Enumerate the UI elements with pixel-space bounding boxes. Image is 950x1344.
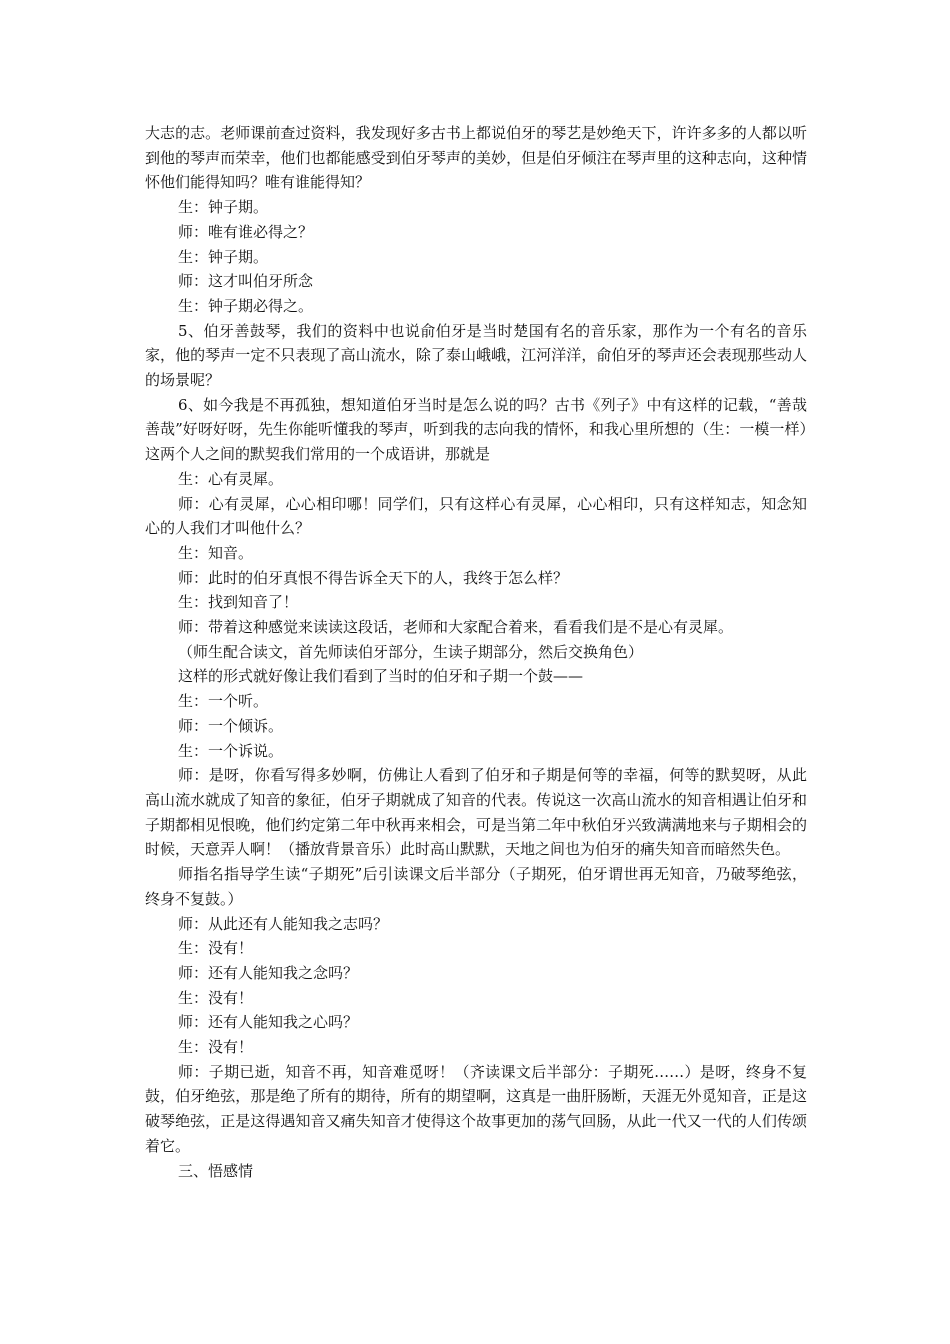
- dialogue-line: 师：带着这种感觉来读读这段话，老师和大家配合着来，看看我们是不是心有灵犀。: [178, 618, 734, 637]
- stage-direction: （师生配合读文，首先师读伯牙部分，生读子期部分，然后交换角色）: [178, 642, 644, 661]
- dialogue-line: 生：知音。: [178, 543, 254, 562]
- document-page: [145, 121, 807, 1183]
- dialogue-line: 师：一个倾诉。: [178, 716, 284, 735]
- dialogue-line: 师：从此还有人能知我之志吗？: [178, 914, 389, 933]
- paragraph: 6、如今我是不再孤独，想知道伯牙当时是怎么说的吗？古书《列子》中有这样的记载，“善哉善哉”好呀好呀，先生你能听懂我的琴声，听到我的志向我的情怀，和我心里所想的（生：一模一样）这两个人之间的默契我们常用的一个成语讲，那就是: [145, 395, 807, 464]
- dialogue-line: 生：没有！: [178, 1038, 254, 1057]
- paragraph: 师：子期已逝，知音不再，知音难觅呀！（齐读课文后半部分：子期死……）是呀，终身不复鼓，伯牙绝弦，那是绝了所有的期待，所有的期望啊，这真是一曲肝肠断，天涯无外觅知音，正是这破琴绝弦，正是这得遇知音又痛失知音才使得这个故事更加的荡气回肠，从此一代又一代的人们传颂着它。: [145, 1062, 807, 1155]
- dialogue-line: 生：心有灵犀。: [178, 469, 284, 488]
- dialogue-line: 师：唯有谁必得之？: [178, 222, 314, 241]
- paragraph: 大志的志。老师课前查过资料，我发现好多古书上都说伯牙的琴艺是妙绝天下，许许多多的人都以听到他的琴声而荣幸，他们也都能感受到伯牙琴声的美妙，但是伯牙倾注在琴声里的这种志向，这种情怀他们能得知吗？唯有谁能得知？: [145, 124, 807, 192]
- dialogue-line: 生：没有！: [178, 939, 254, 958]
- dialogue-line: 生：没有！: [178, 988, 254, 1007]
- dialogue-line: 师：这才叫伯牙所念: [178, 272, 314, 291]
- dialogue-line: 生：找到知音了！: [178, 593, 299, 612]
- dialogue-line: 生：一个诉说。: [178, 741, 284, 760]
- paragraph: 师指名指导学生读“子期死”后引读课文后半部分（子期死，伯牙谓世再无知音，乃破琴绝弦，终身不复鼓。）: [145, 865, 807, 908]
- paragraph: 师：心有灵犀，心心相印哪！同学们，只有这样心有灵犀，心心相印，只有这样知志，知念知心的人我们才叫他什么？: [145, 494, 807, 538]
- section-heading: 三、悟感情: [178, 1161, 254, 1180]
- dialogue-line: 师：此时的伯牙真恨不得告诉全天下的人，我终于怎么样？: [178, 568, 569, 587]
- dialogue-line: 生：钟子期。: [178, 198, 269, 217]
- dialogue-line: 生：一个听。: [178, 692, 269, 711]
- dialogue-line: 师：还有人能知我之心吗？: [178, 1013, 359, 1032]
- paragraph: 这样的形式就好像让我们看到了当时的伯牙和子期一个鼓——: [178, 667, 584, 686]
- dialogue-line: 师：还有人能知我之念吗？: [178, 963, 359, 982]
- dialogue-line: 生：钟子期必得之。: [178, 296, 314, 315]
- dialogue-line: 生：钟子期。: [178, 247, 269, 266]
- paragraph: 师：是呀，你看写得多妙啊，仿佛让人看到了伯牙和子期是何等的幸福，何等的默契呀，从此高山流水就成了知音的象征，伯牙子期就成了知音的代表。传说这一次高山流水的知音相遇让伯牙和子期都相见恨晚，他们约定第二年中秋再来相会，可是当第二年中秋伯牙兴致满满地来与子期相会的时候，天意弄人啊！（播放背景音乐）此时高山默默，天地之间也为伯牙的痛失知音而暗然失色。: [145, 766, 807, 859]
- paragraph: 5、伯牙善鼓琴，我们的资料中也说俞伯牙是当时楚国有名的音乐家，那作为一个有名的音乐家，他的琴声一定不只表现了高山流水，除了泰山峨峨，江河洋洋，俞伯牙的琴声还会表现那些动人的场景呢？: [145, 321, 807, 390]
